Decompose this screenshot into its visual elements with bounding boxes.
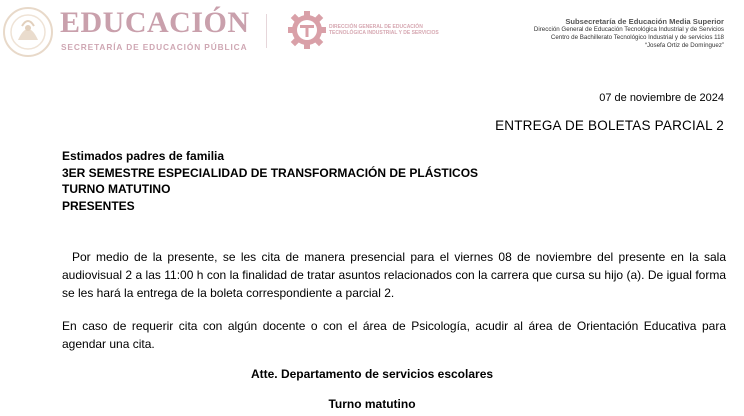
logo-subtitle: SECRETARÍA DE EDUCACIÓN PÚBLICA	[61, 42, 248, 52]
signature-line: Atte. Departamento de servicios escolares	[250, 367, 494, 381]
document-title: ENTREGA DE BOLETAS PARCIAL 2	[495, 118, 724, 133]
institution-line: Centro de Bachillerato Tecnológico Industrial y de servicios 118	[550, 34, 724, 41]
institution-line: Dirección General de Educación Tecnológica Industrial y de Servicios	[533, 26, 724, 33]
header-divider	[266, 14, 267, 48]
salutation-line: PRESENTES	[62, 198, 135, 213]
logo-title: EDUCACIÓN	[60, 6, 250, 39]
letterhead	[0, 0, 744, 66]
body-paragraph: Por medio de la presente, se les cita de manera presencial para el viernes 08 de noviembre del presente en la sala audiovisual 2 a las 11:00 h con la finalidad de tratar asuntos relacionados con la carrera que cursa su hijo (a). De igual forma se les hará la entrega de la boleta correspondiente a parcial 2.	[62, 250, 726, 300]
body-paragraph: En caso de requerir cita con algún docente o con el área de Psicología, acudir al área de Orientación Educativa para agendar una cita.	[62, 319, 726, 351]
document-date: 07 de noviembre de 2024	[599, 92, 724, 104]
salutation-line: 3ER SEMESTRE ESPECIALIDAD DE TRANSFORMACIÓN DE PLÁSTICOS	[62, 165, 479, 180]
national-seal-icon	[2, 6, 54, 58]
institution-line: “Josefa Ortiz de Domínguez”	[644, 42, 724, 49]
institution-line: Subsecretaría de Educación Media Superior	[565, 17, 724, 26]
signature-line: Turno matutino	[328, 397, 416, 411]
salutation-block	[62, 148, 702, 214]
dgeti-gear-logo-icon	[287, 10, 327, 50]
salutation-line: TURNO MATUTINO	[62, 182, 171, 196]
dgeti-text: DIRECCIÓN GENERAL DE EDUCACIÓN TECNOLÓGICA INDUSTRIAL Y DE SERVICIOS	[329, 24, 439, 36]
institution-block	[444, 17, 724, 50]
salutation-line: Estimados padres de familia	[62, 149, 225, 163]
